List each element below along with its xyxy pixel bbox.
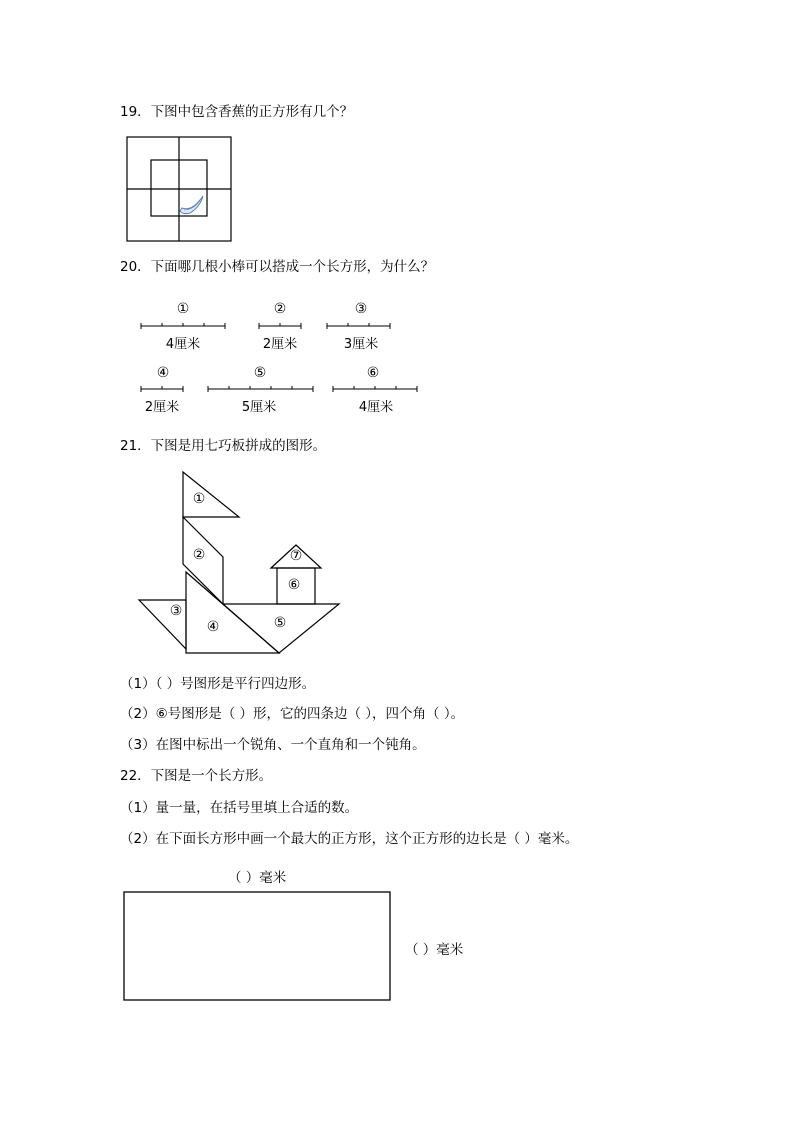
stick-4-number: ④ xyxy=(156,365,170,381)
stick-6-length: 4厘米 xyxy=(358,400,394,415)
stick-2-length: 2厘米 xyxy=(262,337,298,352)
stick-3-number: ③ xyxy=(354,301,368,317)
q22-sub2: （2）在下面长方形中画一个最大的正方形，这个正方形的边长是（ ）毫米。 xyxy=(120,831,579,847)
q21-sub3: （3）在图中标出一个锐角、一个直角和一个钝角。 xyxy=(120,737,426,753)
stick-5-length: 5厘米 xyxy=(241,400,277,415)
q22-sub1: （1）量一量，在括号里填上合适的数。 xyxy=(120,800,359,816)
q19-text: 19．下图中包含香蕉的正方形有几个？ xyxy=(120,104,354,120)
piece-2-label: ② xyxy=(192,547,206,563)
stick-4-length: 2厘米 xyxy=(144,400,180,415)
piece-7-label: ⑦ xyxy=(289,548,303,564)
stick-1-length: 4厘米 xyxy=(165,337,201,352)
piece-1-label: ① xyxy=(192,491,206,507)
q21-sub1: （1）（ ）号图形是平行四边形。 xyxy=(120,676,316,692)
stick-2-number: ② xyxy=(273,301,287,317)
piece-5-label: ⑤ xyxy=(273,615,287,631)
stick-5-number: ⑤ xyxy=(253,365,267,381)
stick-6-number: ⑥ xyxy=(366,365,380,381)
q20-text: 20．下面哪几根小棒可以搭成一个长方形，为什么？ xyxy=(120,259,435,275)
q22-top-blank: （ ）毫米 xyxy=(228,870,287,886)
q21-text: 21．下图是用七巧板拼成的图形。 xyxy=(120,438,327,454)
q22-side-blank: （ ）毫米 xyxy=(405,942,464,958)
piece-3-label: ③ xyxy=(169,603,183,619)
piece-4-label: ④ xyxy=(206,619,220,635)
q21-sub2: （2）⑥号图形是（ ）形，它的四条边（ ），四个角（ ）。 xyxy=(120,706,465,722)
q22-text: 22．下图是一个长方形。 xyxy=(120,768,273,784)
stick-3-length: 3厘米 xyxy=(343,337,379,352)
stick-1-number: ① xyxy=(176,301,190,317)
piece-6-label: ⑥ xyxy=(287,577,301,593)
